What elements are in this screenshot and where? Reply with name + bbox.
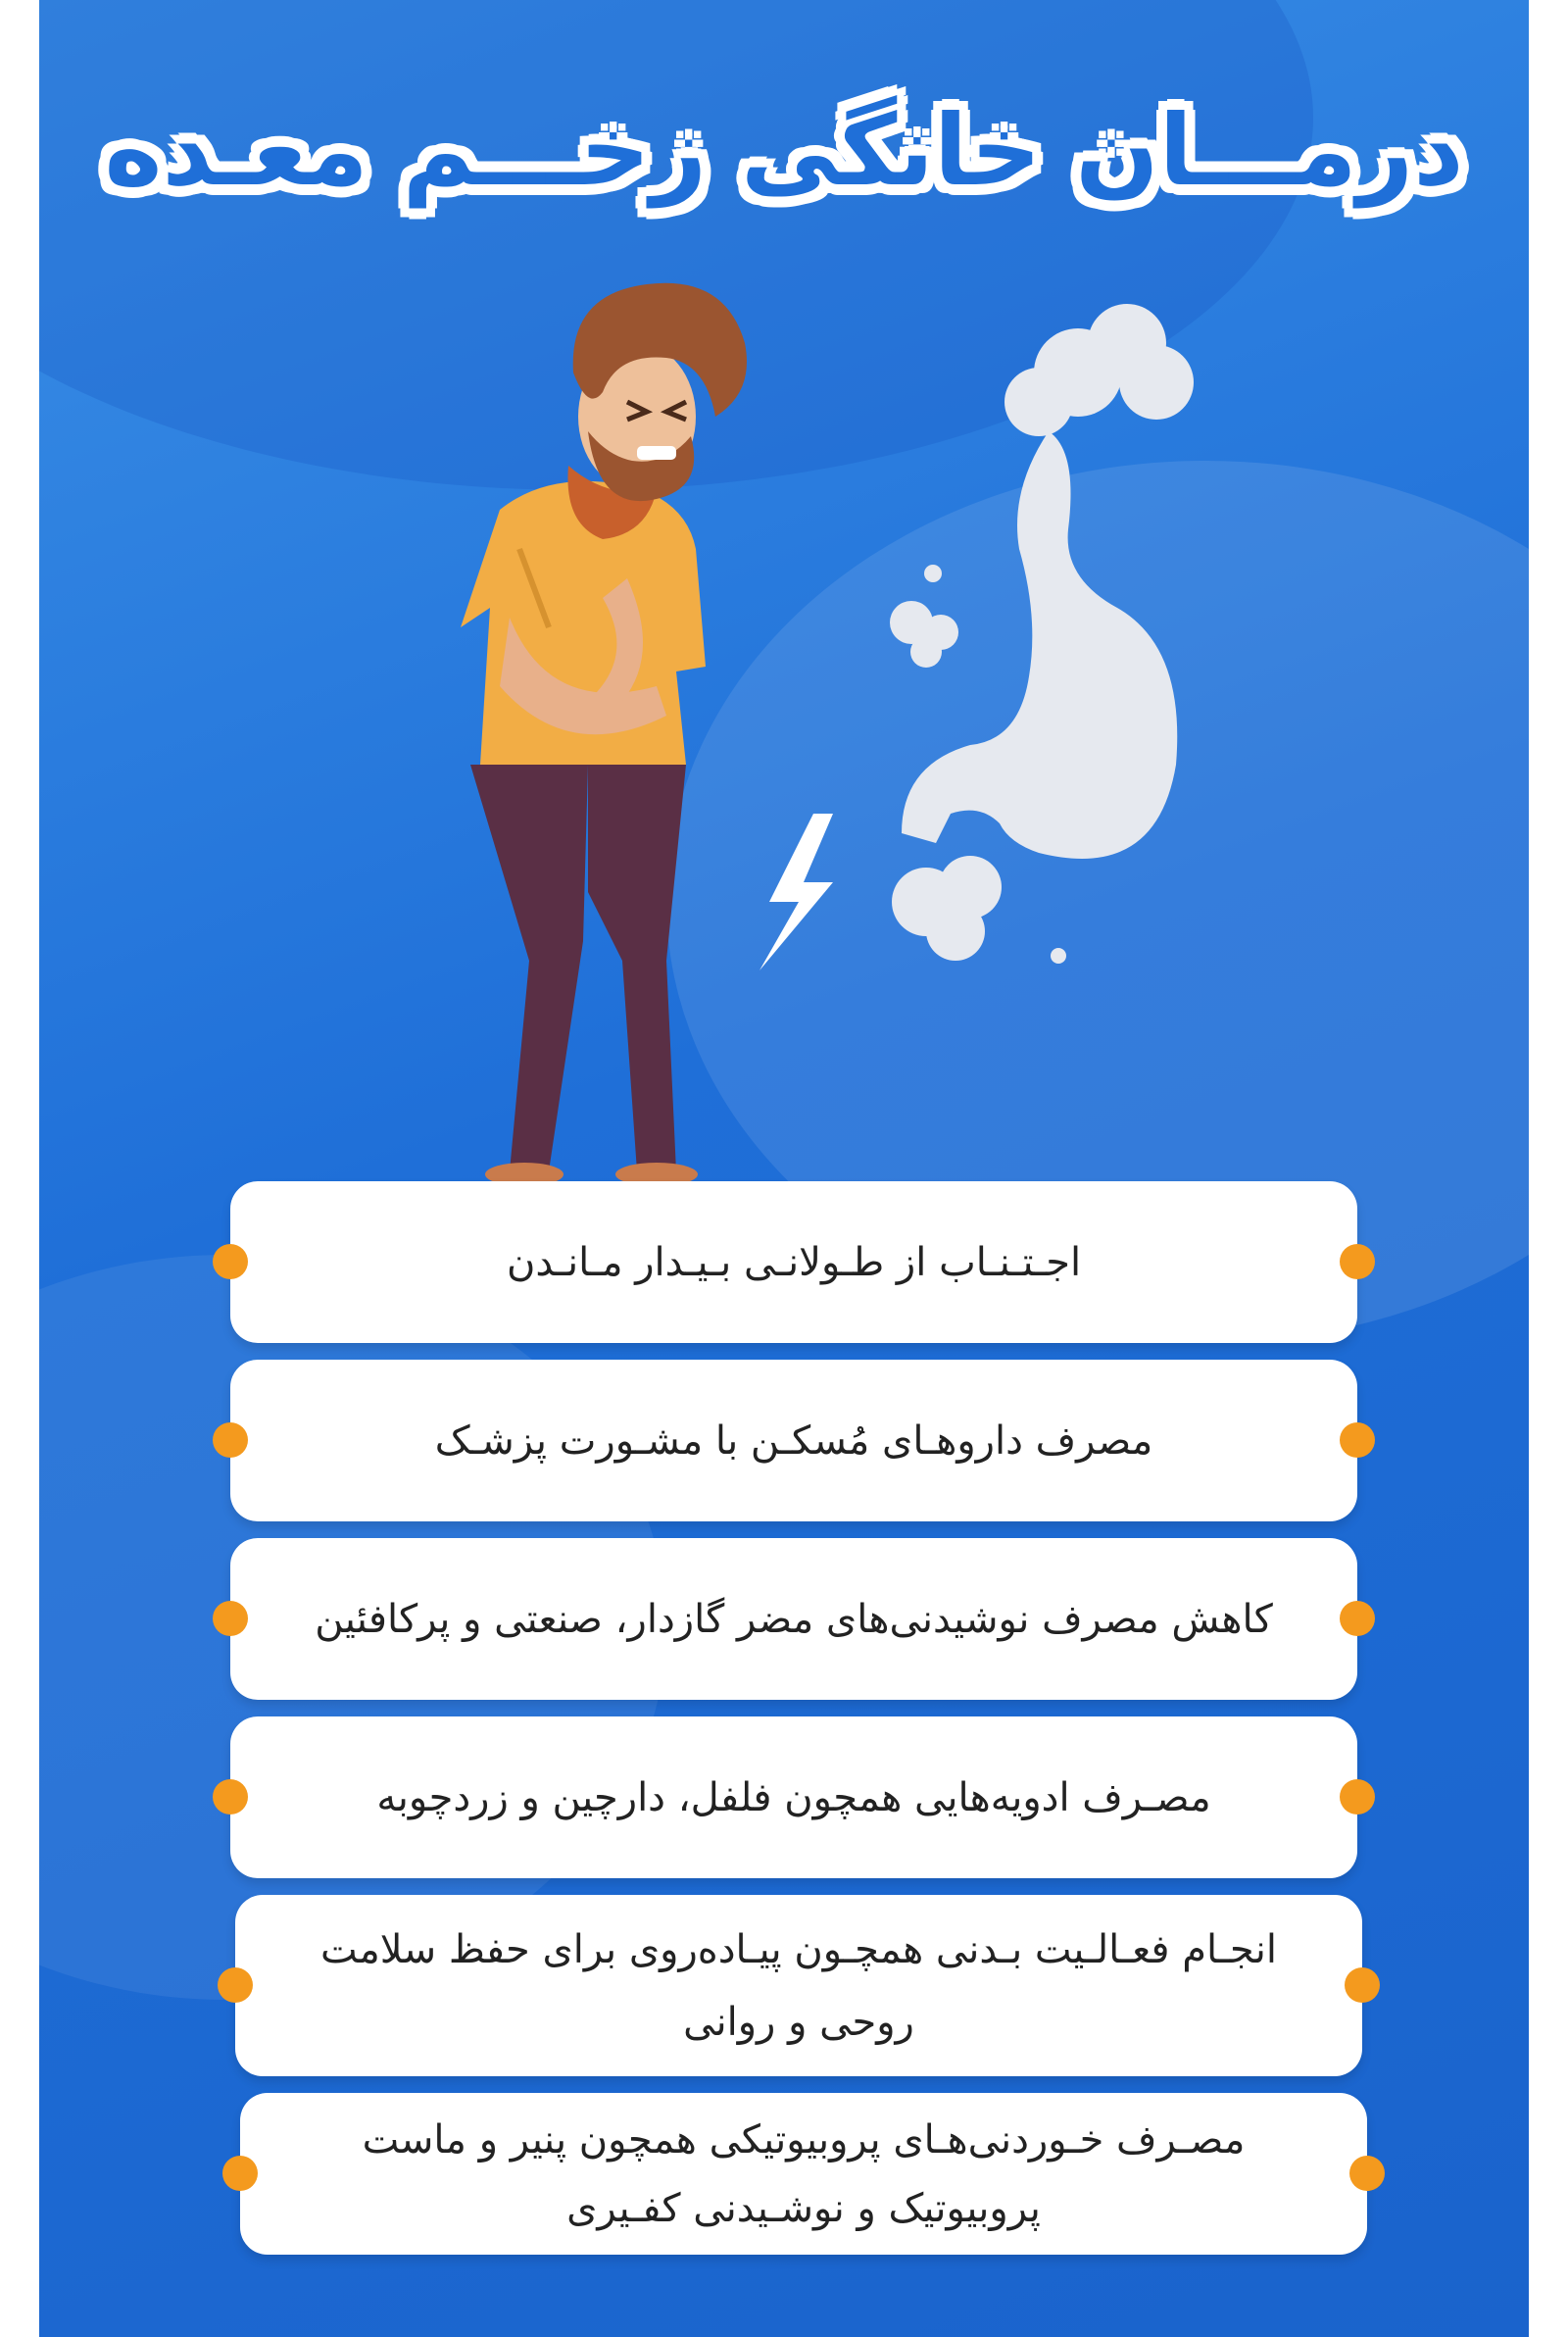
list-item	[230, 1538, 1357, 1700]
bullet-dot-icon	[213, 1601, 248, 1636]
bullet-dot-icon	[1340, 1779, 1375, 1815]
bullet-dot-icon	[213, 1779, 248, 1815]
bullet-dot-icon	[1345, 1967, 1380, 2003]
list-item	[240, 2093, 1367, 2255]
page-title: درمـــان خانگی زخـــم معـده	[104, 93, 1464, 208]
bullet-dot-icon	[1340, 1601, 1375, 1636]
bullet-dot-icon	[1340, 1244, 1375, 1279]
list-item	[230, 1360, 1357, 1521]
list-item	[235, 1895, 1362, 2076]
bullet-dot-icon	[213, 1422, 248, 1458]
bullet-dot-icon	[1340, 1422, 1375, 1458]
tip-text: اجـتـنـاب از طـولانـی بـیـدار مـانـدن	[506, 1239, 1082, 1285]
lightning-icon	[760, 814, 833, 970]
bullet-dot-icon	[1349, 2156, 1385, 2191]
list-item	[230, 1716, 1357, 1878]
infographic-poster	[39, 0, 1529, 2337]
bullet-dot-icon	[218, 1967, 253, 2003]
tip-text: مصـرف خـوردنی‌هـای پروبیوتیکی همچون پنیر و ماست پروبیوتیک و نوشـیدنی کفـیری	[362, 2116, 1246, 2231]
tip-text: کاهش مصرف نوشیدنی‌های مضر گازدار، صنعتی و پرکافئین	[315, 1596, 1273, 1642]
tip-text: مصـرف ادویه‌هایی همچون فلفل، دارچین و زردچوبه	[376, 1774, 1211, 1820]
bullet-dot-icon	[213, 1244, 248, 1279]
tip-text: انجـام فعـالـیت بـدنی همچـون پیـاده‌روی برای حفظ سلامت روحی و روانی	[320, 1926, 1277, 2045]
man-figure	[461, 283, 747, 1186]
bullet-dot-icon	[222, 2156, 258, 2191]
stomach-pain-illustration	[39, 255, 1529, 1196]
list-item	[230, 1181, 1357, 1343]
stomach-icon	[890, 304, 1194, 964]
tip-text: مصرف داروهـای مُسکـن با مشـورت پزشـک	[434, 1417, 1153, 1464]
